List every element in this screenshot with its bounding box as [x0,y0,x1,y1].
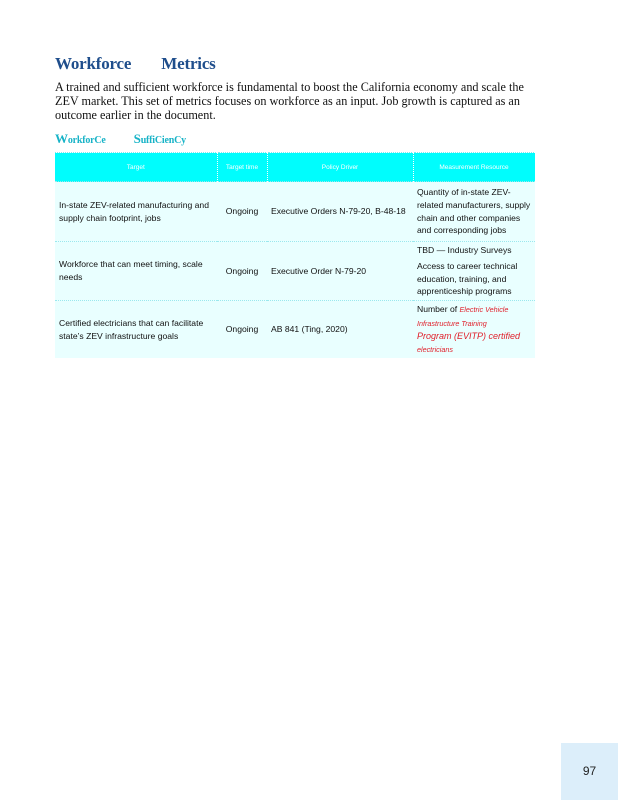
cell-target-time: Ongoing [217,301,267,359]
measurement-evitp-text: Electric Vehicle Infrastructure Training [417,305,509,328]
measurement-prefix: Number of [417,304,458,314]
subheading-initial-2: S [133,131,141,146]
cell-policy-driver: Executive Orders N-79-20, B-48-18 [267,182,413,242]
subheading-initial-1: W [55,131,68,146]
measurement-survey-text: TBD — Industry Surveys [417,245,512,256]
header-target-time: Target time [217,153,267,182]
cell-measurement: Quantity of in-state ZEV-related manufacturers, supply chain and other companies and corresponding jobs [413,182,535,242]
header-measurement-resource: Measurement Resource [413,153,535,182]
cell-target-time: Ongoing [217,242,267,301]
cell-policy-driver: Executive Order N-79-20 [267,242,413,301]
table-row [55,242,535,301]
measurement-evitp-program: Program (EVITP) certified [417,331,521,342]
header-policy-driver: Policy Driver [267,153,413,182]
cell-measurement [413,242,535,301]
intro-paragraph: A trained and sufficient workforce is fundamental to boost the California economy and scale the ZEV market. This set of metrics focuses on workforce as an input. Job growth is captured as an outcome earlier in the document. [55,80,524,122]
measurement-evitp-electricians: electricians [417,344,453,354]
subheading-word-1: orkforCe [67,135,106,146]
cell-policy-driver: AB 841 (Ting, 2020) [267,301,413,359]
header-target: Target [55,153,217,182]
table-row [55,182,535,242]
measurement-access-text: Access to career technical education, training, and apprenticeship programs [417,260,518,297]
cell-target: Workforce that can meet timing, scale needs [55,242,217,301]
cell-target: In-state ZEV-related manufacturing and supply chain footprint, jobs [55,182,217,242]
cell-target: Certified electricians that can facilitate state’s ZEV infrastructure goals [55,301,217,359]
table-row [55,301,535,359]
page-number: 97 [582,764,597,778]
section-heading: Workforce Metrics [55,54,216,73]
table-header-row [55,153,535,182]
workforce-metrics-table [55,152,536,358]
page-number-box [561,743,618,800]
table-subheading [55,131,186,147]
subheading-word-2: uffiCienCy [140,135,186,146]
cell-measurement [413,301,535,359]
cell-target-time: Ongoing [217,182,267,242]
